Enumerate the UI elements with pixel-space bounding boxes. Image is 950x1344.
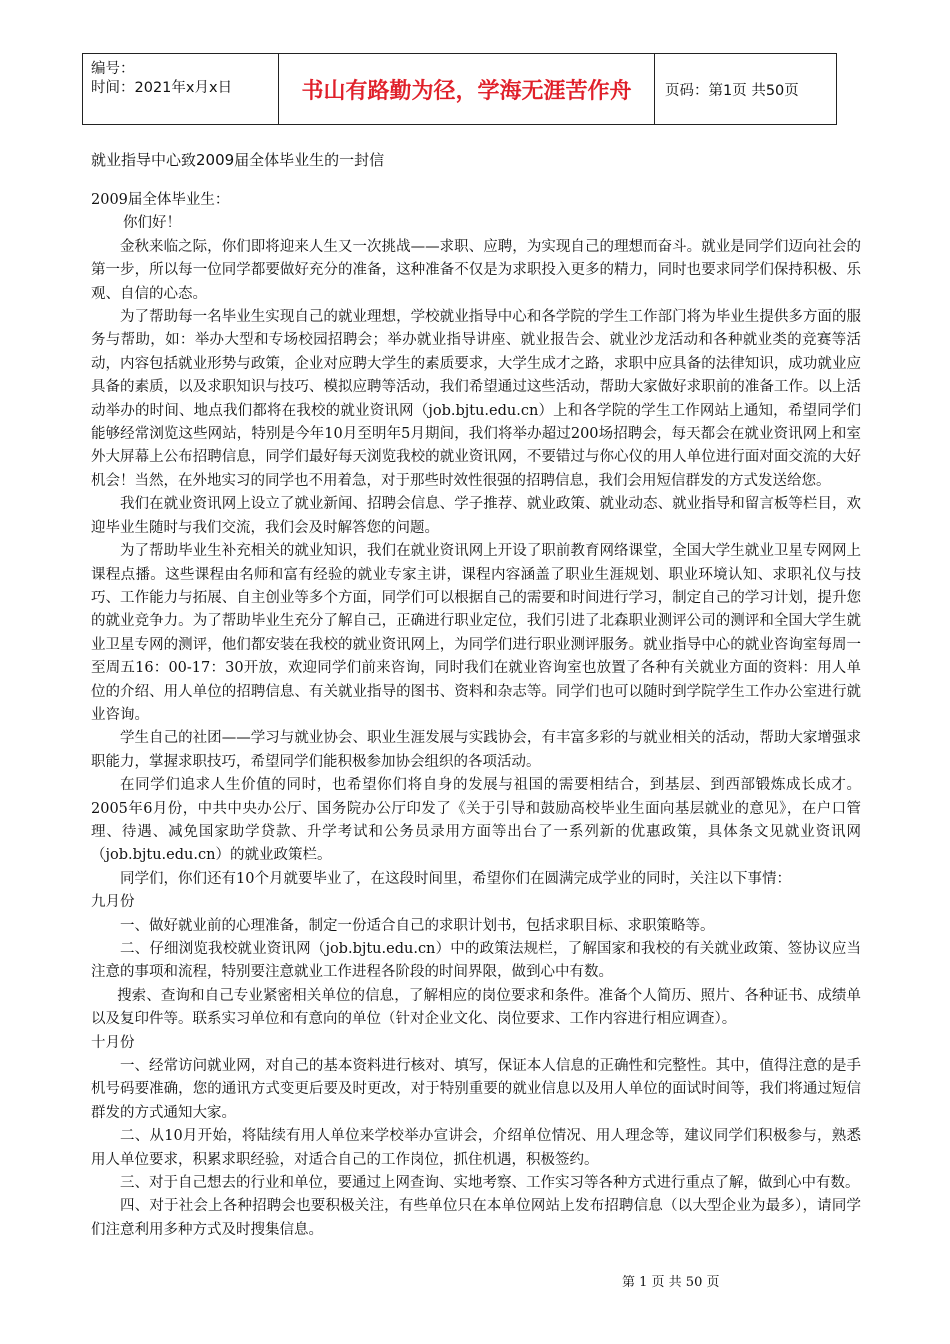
paragraph: 我们在就业资讯网上设立了就业新闻、招聘会信息、学子推荐、就业政策、就业动态、就业指导和留言板等栏目，欢迎毕业生随时与我们交流，我们会及时解答您的问题。 [91,496,861,536]
paragraph: 金秋来临之际，你们即将迎来人生又一次挑战——求职、应聘，为实现自己的理想而奋斗。就业是同学们迈向社会的第一步，所以每一位同学都要做好充分的准备，这种准备不仅是为求职投入更多的精力，同时也要求同学们保持积极、乐观、自信的心态。 [91,238,861,302]
document-number-label: 编号： [91,61,135,77]
salutation: 2009届全体毕业生： [91,192,230,208]
october-heading: 十月份 [91,1034,135,1051]
greeting: 你们好！ [123,215,181,232]
document-title: 就业指导中心致2009届全体毕业生的一封信 [91,151,385,169]
letter-body [91,189,861,1242]
page-footer: 第 1 页 共 50 页 [622,1275,720,1290]
list-item: 二、仔细浏览我校就业资讯网（job.bjtu.edu.cn）中的政策法规栏，了解国家和我校的有关就业政策、签协议应当注意的事项和流程，特别要注意就业工作进程各阶段的时间界限，做到心中有数。 [91,941,861,981]
list-item: 二、从10月开始，将陆续有用人单位来学校举办宣讲会，介绍单位情况、用人理念等，建议同学们积极参与，熟悉用人单位要求，积累求职经验，对适合自己的工作岗位，抓住机遇，积极签约。 [91,1128,861,1168]
paragraph: 为了帮助每一名毕业生实现自己的就业理想，学校就业指导中心和各学院的学生工作部门将为毕业生提供多方面的服务与帮助，如：举办大型和专场校园招聘会；举办就业指导讲座、就业报告会、就业沙龙活动和各种就业类的竞赛等活动，内容包括就业形势与政策，企业对应聘大学生的素质要求，大学生成才之路，求职中应具备的法律知识，成功就业应具备的素质，以及求职知识与技巧、模拟应聘等活动，我们希望通过这些活动，帮助大家做好求职前的准备工作。以上活动举办的时间、地点我们都将在我校的就业资讯网（job.bjtu.edu.cn）上和各学院的学生工作网站上通知，希望同学们能够经常浏览这些网站，特别是今年10月至明年5月期间，我们将举办超过200场招聘会，每天都会在就业资讯网上和室外大屏幕上公布招聘信息，同学们最好每天浏览我校的就业资讯网，不要错过与你心仪的用人单位进行面对面交流的大好机会！当然，在外地实习的同学也不用着急，对于那些时效性很强的招聘信息，我们会用短信群发的方式发送给您。 [91,309,861,489]
paragraph: 为了帮助毕业生补充相关的就业知识，我们在就业资讯网上开设了职前教育网络课堂，全国大学生就业卫星专网网上课程点播。这些课程由名师和富有经验的就业专家主讲，课程内容涵盖了职业生涯规划、职业环境认知、求职礼仪与技巧、工作能力与拓展、自主创业等多个方面，同学们可以根据自己的需要和时间进行学习，制定自己的学习计划，提升您的就业竞争力。为了帮助毕业生充分了解自己，正确进行职业定位，我们引进了北森职业测评公司的测评和全国大学生就业卫星专网的测评，他们都安装在我校的就业资讯网上，为同学们进行职业测评服务。就业指导中心的就业咨询室每周一至周五16：00-17：30开放，欢迎同学们前来咨询，同时我们在就业咨询室也放置了各种有关就业方面的资料：用人单位的介绍、用人单位的招聘信息、有关就业指导的图书、资料和杂志等。同学们也可以随时到学院学生工作办公室进行就业咨询。 [91,543,861,723]
paragraph: 学生自己的社团——学习与就业协会、职业生涯发展与实践协会，有丰富多彩的与就业相关的活动，帮助大家增强求职能力，掌握求职技巧，希望同学们能积极参加协会组织的各项活动。 [91,730,861,770]
september-heading: 九月份 [91,894,135,911]
paragraph: 同学们，你们还有10个月就要毕业了，在这段时间里，希望你们在圆满完成学业的同时，关注以下事情： [120,870,791,887]
page-header-table [82,53,837,125]
paragraph: 在同学们追求人生价值的同时，也希望你们将自身的发展与祖国的需要相结合，到基层、到西部锻炼成长成才。2005年6月份，中共中央办公厅、国务院办公厅印发了《关于引导和鼓励高校毕业生面向基层就业的意见》，在户口管理、待遇、减免国家助学贷款、升学考试和公务员录用方面等出台了一系列新的优惠政策，具体条文见就业资讯网（job.bjtu.edu.cn）的就业政策栏。 [91,777,861,864]
list-item: 三、对于自己想去的行业和单位，要通过上网查询、实地考察、工作实习等各种方式进行重点了解，做到心中有数。 [120,1175,860,1192]
header-meta-cell [83,54,279,124]
document-time-label: 时间：2021年x月x日 [91,80,233,96]
list-item: 一、做好就业前的心理准备，制定一份适合自己的求职计划书，包括求职目标、求职策略等。 [120,917,715,934]
header-motto: 书山有路勤为径，学海无涯苦作舟 [279,54,655,124]
header-page-info: 页码：第1页 共50页 [665,82,799,99]
list-item: 四、对于社会上各种招聘会也要积极关注，有些单位只在本单位网站上发布招聘信息（以大型企业为最多），请同学们注意利用多种方式及时搜集信息。 [91,1198,861,1238]
list-item: 一、经常访问就业网，对自己的基本资料进行核对、填写，保证本人信息的正确性和完整性。其中，值得注意的是手机号码要准确，您的通讯方式变更后要及时更改，对于特别重要的就业信息以及用人单位的面试时间等，我们将通过短信群发的方式通知大家。 [91,1058,861,1121]
list-item: 搜索、查询和自己专业紧密相关单位的信息，了解相应的岗位要求和条件。准备个人简历、照片、各种证书、成绩单以及复印件等。联系实习单位和有意向的单位（针对企业文化、岗位要求、工作内容进行相应调查）。 [91,987,861,1028]
